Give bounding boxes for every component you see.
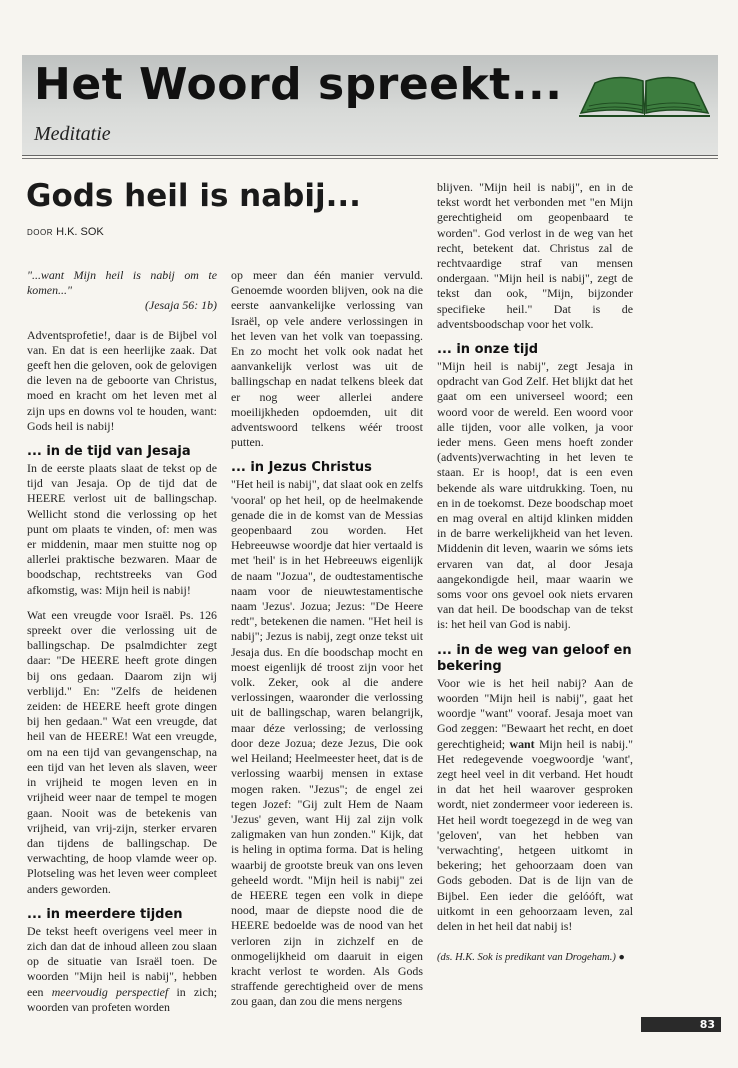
section-heading: ... in de tijd van Jesaja (27, 444, 191, 460)
article-title: Gods heil is nabij... (26, 178, 361, 214)
column-2 (231, 268, 423, 1020)
page-number: 83 (699, 1018, 715, 1031)
paragraph: In de eerste plaats slaat de tekst op de tijd van Jesaja. Op de tijd dat de HEERE verlost uit de ballingschap. Wellicht stond die verlossing op het punt om plaats te vinden, of: men was er middenin, maar men stuitte nog op allerlei praktische bezwaren. Maar de boodschap, rechtstreeks van God afkomstig, was: Mijn heil is nabij! (27, 461, 217, 597)
section-heading: ... in de weg van geloof en bekering (437, 642, 632, 674)
author-note: (ds. H.K. Sok is predikant van Drogeham.) ● (437, 952, 625, 964)
emphasis: meervoudig perspectief (51, 984, 169, 999)
quote-reference: (Jesaja 56: 1b) (145, 298, 217, 313)
header-divider (22, 158, 718, 159)
paragraph: "Het heil is nabij", dat slaat ook en zelfs 'vooral' op het heil, op de heelmakende genade die in de komst van de Messias geopenbaard zou worden. Het Hebreeuwse woordje dat hier vertaald is met 'heil' is in het Hebreeuws eigenlijk de naam "Jozua", de oudtestamentische naam voor de nieuwtestamentische naam 'Jezus'. Jozua; Jezus: "De Heere redt", betekenen die namen. "Het heil is nabij"; Jezus is nabij, zegt onze tekst uit Jesaja dus. En díe boodschap mocht en moest eigenlijk dé troost zijn voor het volk. Zeker, ook al die andere verlossingen, waaronder die verlossing uit de ballingschap, waren belangrijk, maar déze verlossing; de verlossing door deze Jozua; deze Jezus, Die ook wel Heiland; Heelmeester heet, dat is de verlossing waarbij mensen in extase mogen raken. "Jezus"; de engel zei tegen Jozef: "Gij zult Hem de Naam 'Jezus' geven, want Hij zal zijn volk zaligmaken van hun zonden." Kijk, dat is heling in optima forma. Dat is heling waarbij de grootste breuk van ons leven geheeld wordt. "Mijn heil is nabij" zei de HEERE tegen een volk in diepe nood, maar de diepste nood die de HEERE bedoelde was de nood van het verloren zijn in zichzelf en de onmogelijkheid om daaruit in eigen kracht verlost te worden. Als Gods straffende gerechtigheid over de mens zou gaan, dan zou die mens nergens (231, 477, 423, 1009)
strong-word: want (509, 736, 535, 751)
open-book-icon (577, 63, 712, 117)
byline (27, 226, 104, 238)
section-title: Het Woord spreekt... (34, 59, 563, 110)
text-run: in zich; woorden van profeten worden (27, 984, 217, 1014)
paragraph (27, 924, 217, 1015)
paragraph: Adventsprofetie!, daar is de Bijbel vol van. En dat is een heerlijke zaak. Dat geeft hen die geloven, ook de gelovigen die leven na de geboorte van Christus, moed en kracht om het leven met al zijn ups en downs vol te houden, want: Gods heil is nabij! (27, 327, 217, 433)
paragraph (437, 676, 633, 934)
header-banner (22, 55, 718, 156)
byline-prefix: DOOR (27, 228, 53, 237)
section-heading: ... in Jezus Christus (231, 460, 372, 476)
scripture-quote (27, 268, 217, 314)
page-number-bar (641, 1017, 721, 1032)
text-run: Mijn heil is nabij." Het redegevende voegwoordje 'want', zegt heel veel in dit verband. Het houdt in dat het heil waarover gesproken wordt, niet zondermeer voor iedereen is. Het heil wordt toegezegd in de weg van 'geloven', van het hebben van 'verwachting', hetgeen uitkomt in bekering; het gehoorzaam doen van Gods geboden. Dat is de lijn van de Bijbel. Een ieder die gelóóft, wat uitkomt in een gehoorzaam leven, zal delen in het heil dat nabij is! (437, 736, 634, 933)
column-1 (27, 268, 217, 1025)
section-subtitle: Meditatie (34, 123, 111, 145)
paragraph: Wat een vreugde voor Israël. Ps. 126 spreekt over die verlossing uit de ballingschap. De psalmdichter zegt daar: "De HEERE heeft grote dingen bij ons gedaan. Daarom zijn wij verblijd." En: "Zelfs de heidenen zeiden: de HEERE heeft grote dingen bij hen gedaan." Wat een vreugde, dat heil van de HEERE! Wat een vreugde, om na een tijd van gevangenschap, na een tijd van het leven als slaven, weer in vrijheid te mogen leven en in vrijheid weer naar de tempel te mogen gaan. Nooit was de betekenis van vrijheid, van vrij-zijn, sterker ervaren dan tijdens de ballingschap. De verwachting, de hoop vlamde weer op. Plotseling was het leven weer compleet anders geworden. (27, 607, 217, 896)
text-run: Voor wie is het heil nabij? Aan de woorden "Mijn heil is nabij", gaat het woordje "want" vooraf. Jesaja moet van God zeggen: "Bewaart het recht, en doet gerechtigheid; (437, 675, 633, 751)
section-heading: ... in meerdere tijden (27, 906, 183, 922)
author-name: H.K. SOK (56, 226, 104, 238)
text-run: De tekst heeft overigens veel meer in zich dan dat de inhoud alleen zou slaan op de situatie van Israël toen. De woorden "Mijn heil is nabij", hebben een (27, 923, 217, 999)
column-3 (437, 180, 633, 965)
paragraph: blijven. "Mijn heil is nabij", en in de tekst wordt het verbonden met "en Mijn gerechtigheid om geopenbaard te worden". God verlost in de weg van het recht, betekent dat. Christus zal de rechtvaardige straf van mensen ondergaan. "Mijn heil is nabij", zegt de tekst dan ook, "Mijn, bijzonder specifieke heil." Dat is de adventsboodschap voor het volk. (437, 180, 633, 331)
section-heading: ... in onze tijd (437, 342, 539, 358)
paragraph: "Mijn heil is nabij", zegt Jesaja in opdracht van God Zelf. Het blijkt dat het gaat om een universeel woord; een woord voor de wereld. Een woord voor alle tijden, voor alle volken, ja voor ieder mens. Geen mens hoeft zonder (advents)verwachting in het leven te staan. Er is hoop!, dat is een even bekende als ware uitdrukking. Toen, nu en in de toekomst. Deze boodschap moet en mag overal en altijd klinken midden in de barre werkelijkheid van het leven. Middenin dit leven, waarin we sóms iets ervaren van dat, al door Jesaja aangekondigde heil, maar waarin we soms voor ons gevoel ook niets ervaren van dat heil. De boodschap van de tekst is: het heil van God is nabij. (437, 359, 633, 632)
quote-text: "...want Mijn heil is nabij om te komen..." (27, 268, 217, 298)
paragraph: op meer dan één manier vervuld. Genoemde woorden blijven, ook na die eerste aanvankelijke verlossing van Israël, op vele andere verlossingen in het leven van het volk van toepassing. En zo mocht het volk ook nadat het aanvankelijk verlost was uit de ballingschap en nadat telkens bleek dat er nog weer allerlei andere moeilijkheden opdoemden, uit dit adventswoord telkens wéér troost putten. (231, 268, 423, 450)
